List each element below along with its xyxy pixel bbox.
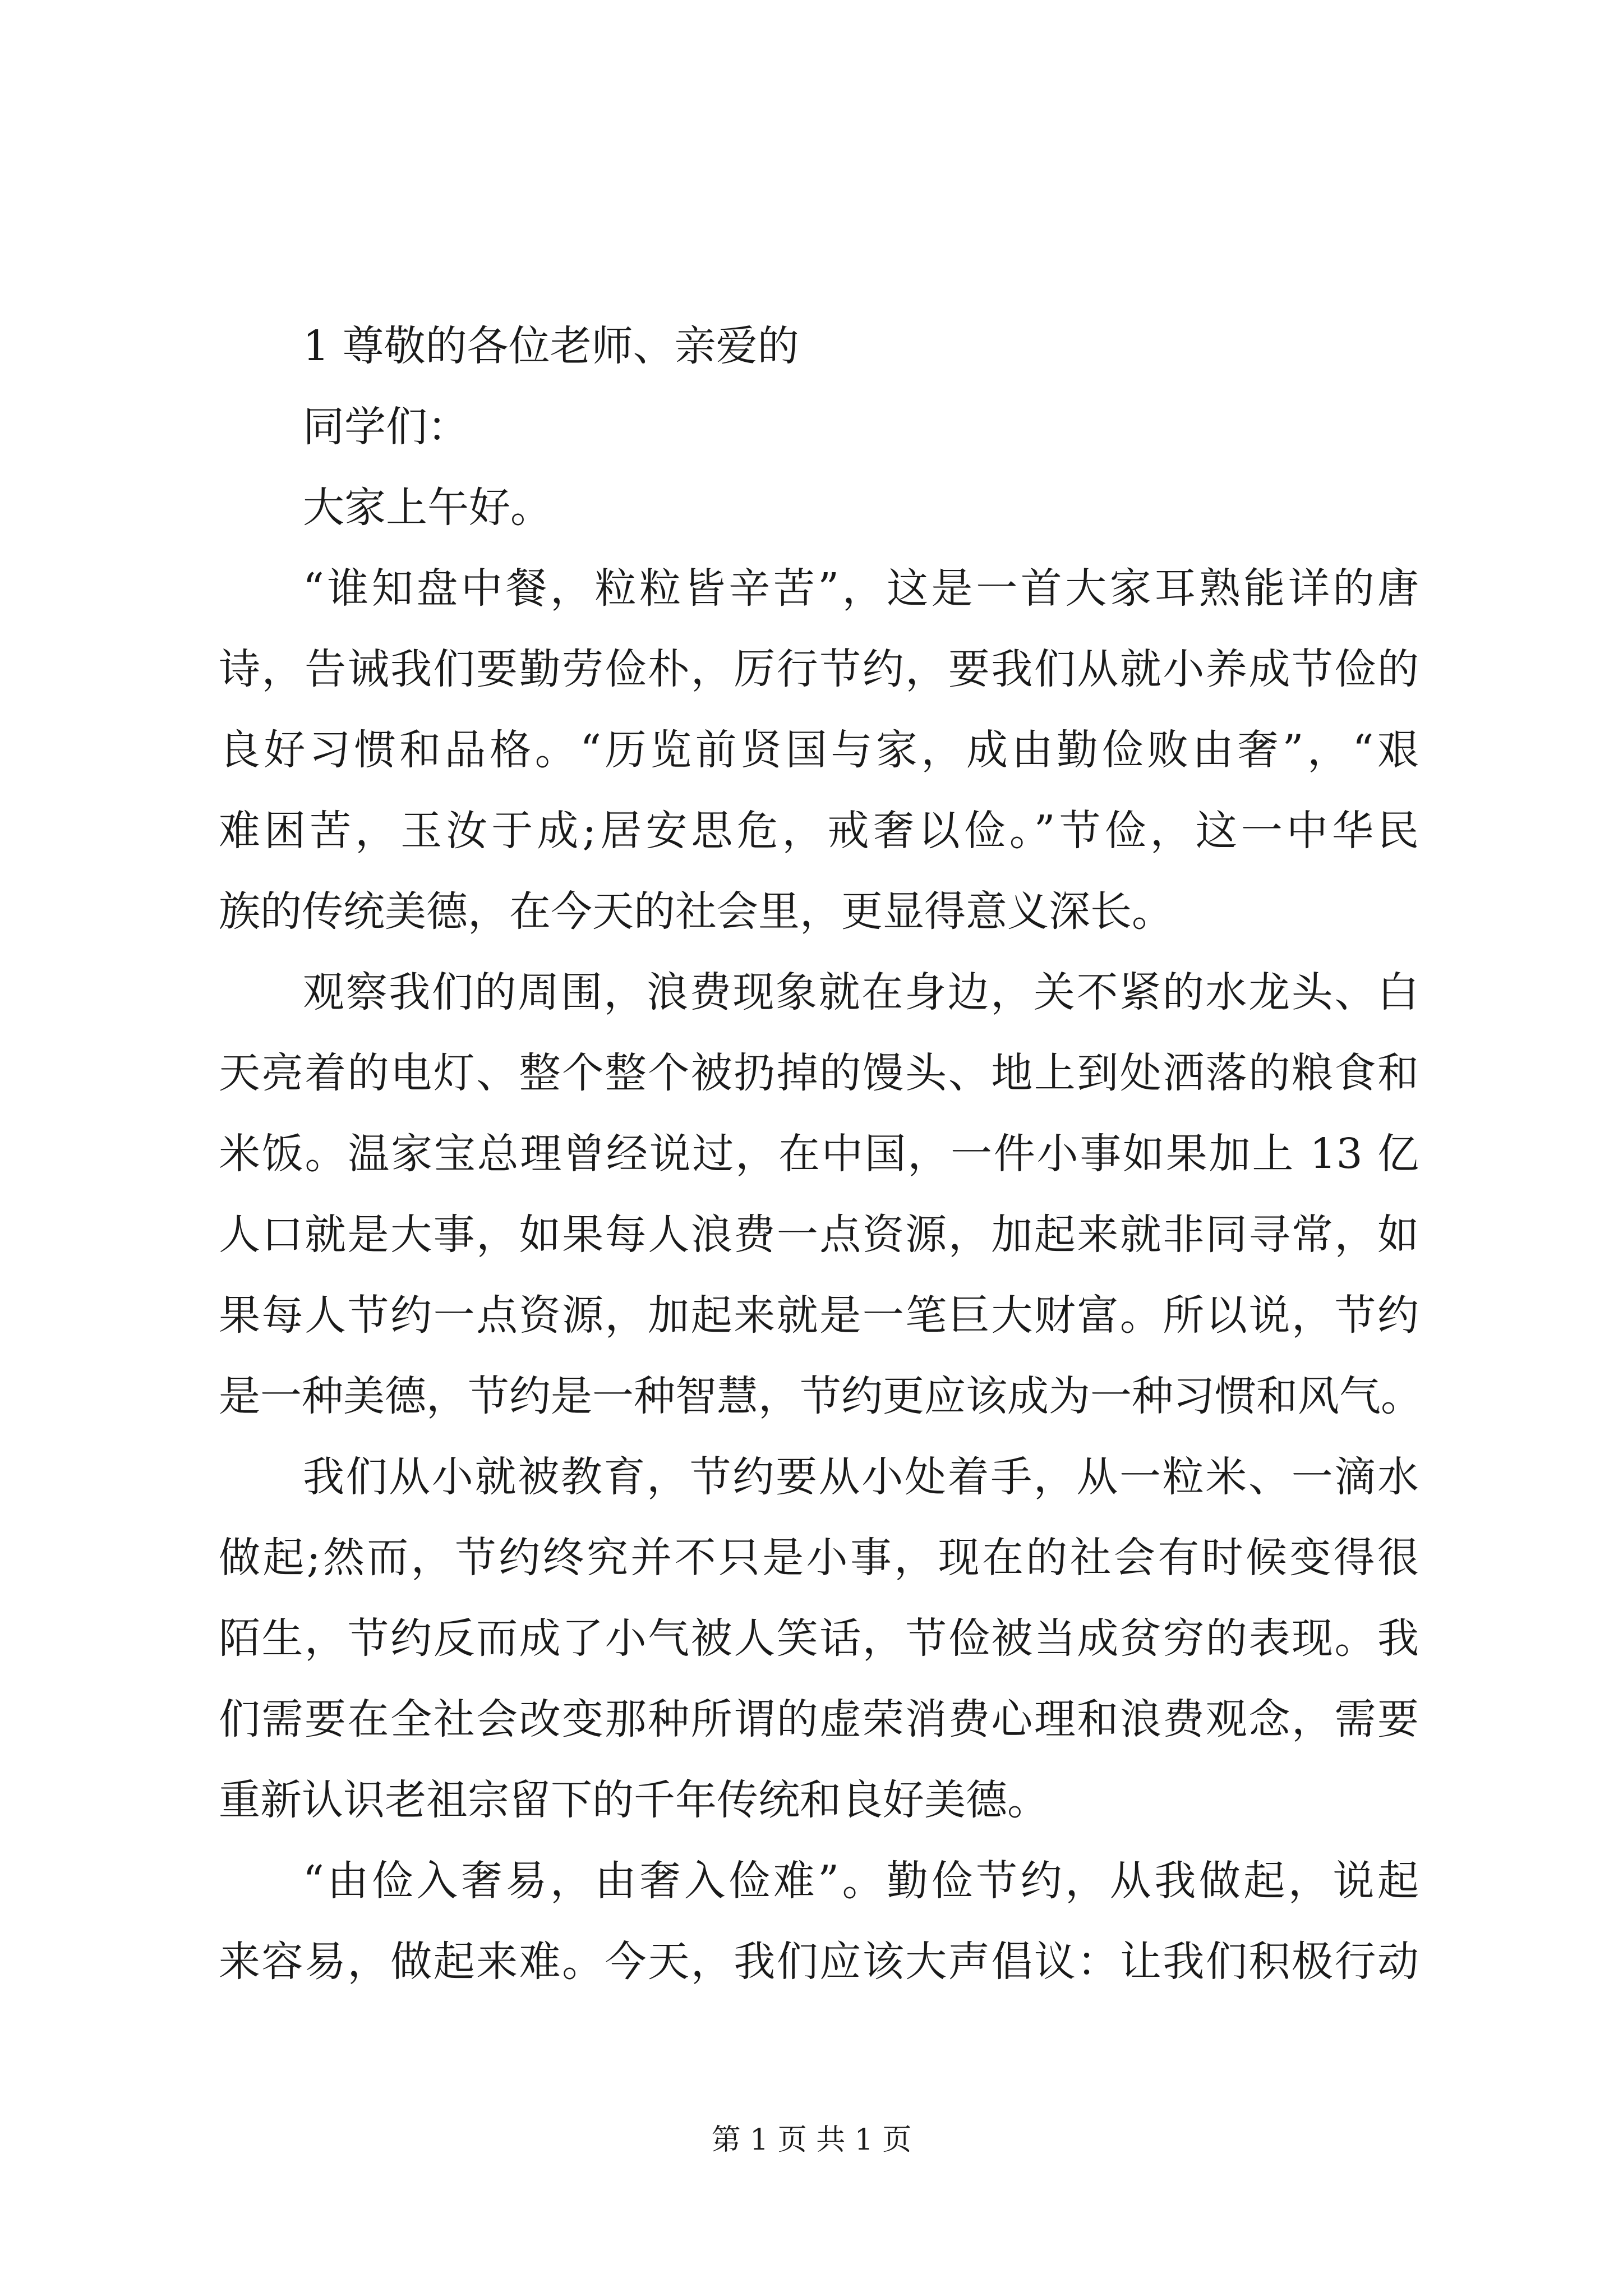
document-body xyxy=(219,306,1422,2002)
paragraph-line: 难困苦，玉汝于成;居安思危，戒奢以俭。”节俭，这一中华民 xyxy=(219,807,1419,855)
paragraph-line: 人口就是大事，如果每人浪费一点资源，加起来就非同寻常，如 xyxy=(219,1211,1419,1259)
paragraph-line: 诗，告诫我们要勤劳俭朴，厉行节约，要我们从就小养成节俭的 xyxy=(219,645,1419,693)
paragraph-line: 良好习惯和品格。“历览前贤国与家，成由勤俭败由奢”，“艰 xyxy=(219,726,1419,774)
paragraph-line: 陌生，节约反而成了小气被人笑话，节俭被当成贫穷的表现。我 xyxy=(219,1614,1419,1663)
paragraph-line: 来容易，做起来难。今天，我们应该大声倡议：让我们积极行动 xyxy=(219,1938,1419,1986)
paragraph-line: 们需要在全社会改变那种所谓的虚荣消费心理和浪费观念，需要 xyxy=(219,1695,1419,1743)
paragraph-line: 天亮着的电灯、整个整个被扔掉的馒头、地上到处洒落的粮食和 xyxy=(219,1049,1419,1097)
paragraph-line: “由俭入奢易，由奢入俭难”。勤俭节约，从我做起，说起 xyxy=(303,1857,1419,1905)
paragraph-line: 我们从小就被教育，节约要从小处着手，从一粒米、一滴水 xyxy=(303,1453,1419,1501)
paragraph-line: 族的传统美德，在今天的社会里，更显得意义深长。 xyxy=(219,887,1173,936)
paragraph-line: 是一种美德，节约是一种智慧，节约更应该成为一种习惯和风气。 xyxy=(219,1372,1422,1420)
page-number-footer: 第 1 页 共 1 页 xyxy=(711,2123,912,2157)
paragraph-line: “谁知盘中餐，粒粒皆辛苦”，这是一首大家耳熟能详的唐 xyxy=(303,564,1419,613)
paragraph-line: 果每人节约一点资源，加起来就是一笔巨大财富。所以说，节约 xyxy=(219,1291,1419,1340)
salutation-line: 1 尊敬的各位老师、亲爱的 xyxy=(303,322,799,370)
paragraph-line: 重新认识老祖宗留下的千年传统和良好美德。 xyxy=(219,1776,1049,1824)
paragraph-line: 米饭。温家宝总理曾经说过，在中国，一件小事如果加上 13 亿 xyxy=(219,1130,1419,1178)
greeting-line: 大家上午好。 xyxy=(303,484,552,532)
paragraph-line: 观察我们的周围，浪费现象就在身边，关不紧的水龙头、白 xyxy=(303,968,1419,1016)
paragraph-line: 做起;然而，节约终究并不只是小事，现在的社会有时候变得很 xyxy=(219,1534,1419,1582)
salutation-line: 同学们： xyxy=(303,403,469,451)
